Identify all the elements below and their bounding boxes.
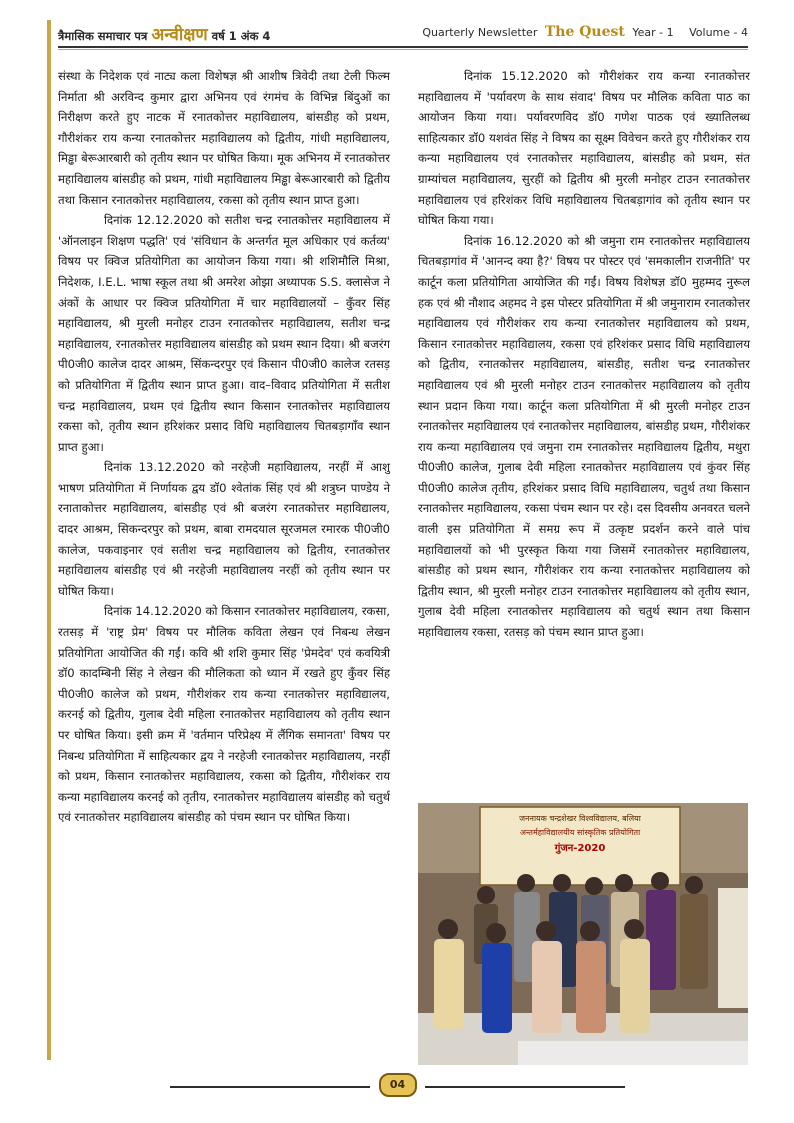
group-photo-illustration (418, 803, 748, 1065)
paragraph: दिनांक 12.12.2020 को सतीश चन्द्र रनातकोत्तर महाविद्यालय में 'ऑनलाइन शिक्षण पद्धति' एवं 'संविधान के अन्तर्गत मूल अधिकार एवं कर्तव्य' विषय पर क्विज प्रतियोगिता का आयोजन किया गया। श्री शशिमौलि मिश्रा, निदेशक, I.E.L. भाषा स्कूल तथा श्री अमरेश ओझा अध्यापक S.S. क्लासेज ने अंकों के आधार पर क्विज प्रतियोगिता में चार महाविद्यालयों – कुँवर सिंह महाविद्यालय, श्री मुरली मनोहर टाउन रनातकोत्तर महाविद्यालय, सतीश चन्द्र महाविद्यालय, रनातकोत्तर महाविद्यालय बांसडीह को प्रथम स्थान दिया। श्री बजरंग पी0जी0 कालेज दादर आश्रम, सिंकन्दरपुर एवं किसान पी0जी0 कालेज रतसड़ को प्रतियोगिता में द्वितीय स्थान प्राप्त हुआ। वाद–विवाद प्रतियोगिता में सतीश चन्द्र महाविद्यालय, प्रथम एवं द्वितीय स्थान किसान रनातकोत्तर महाविद्यालय रकसा को, तृतीय स्थान हरिशंकर प्रसाद विधि महाविद्यालय चितबड़ागाँव स्थान प्राप्त हुआ। (58, 213, 390, 454)
footer-rule-right (425, 1086, 625, 1088)
header-hindi-label: त्रैमासिक समाचार पत्र (58, 29, 148, 43)
header-english-label: Quarterly Newsletter (422, 26, 538, 39)
header-year: Year - 1 (632, 26, 674, 39)
paragraph: दिनांक 15.12.2020 को गौरीशंकर राय कन्या रनातकोत्तर महाविद्यालय में 'पर्यावरण के साथ संवाद' विषय पर मौलिक कविता पाठ का आयोजन किया गया। पर्यावरणविद डॉ0 गणेश पाठक एवं ख्यातिलब्ध साहित्यकार डॉ0 यशवंत सिंह ने विषय का सूक्ष्म विवेचन करते हुए गौरीशंकर राय कन्या महाविद्यालय एवं रनातकोत्तर महाविद्यालय, बांसडीह को प्रथम, संत ग्राम्यांचल महाविद्यालय, सुरहीं को द्वितीय श्री मुरली मनोहर टाउन रनातकोत्तर महाविद्यालय एवं हरिशंकर विधि महाविद्यालय चितबड़ागांव को तृतीय स्थान पर घोषित किया गया। (418, 69, 750, 228)
page-footer (170, 1078, 625, 1092)
left-column (58, 66, 390, 1056)
header-rule-accent (58, 49, 748, 50)
paragraph: संस्था के निदेशक एवं नाट्य कला विशेषज्ञ श्री आशीष त्रिवेदी तथा टेली फिल्म निर्माता श्री अरविन्द कुमार द्वारा अभिनय एवं रंगमंच के विभिन्न बिंदुओं का निरीक्षण करते हुए नाटक में रनातकोत्तर महाविद्यालय, बांसडीह को प्रथम, गौरीशंकर राय कन्या रनातकोत्तर महाविद्यालय को द्वितीय, गांधी महाविद्यालय, मिड्ढा बेरूआरबारी को तृतीय स्थान पर घोषित किया। मूक अभिनय में रनातकोत्तर महाविद्यालय बांसडीह को प्रथम, गांधी महाविद्यालय मिड्ढा बेरूआरबारी को द्वितीय तथा किसान रनातकोत्तर महाविद्यालय, रकसा को तृतीय स्थान प्राप्त हुआ। (58, 69, 390, 207)
left-margin-rule (47, 20, 51, 1060)
paragraph: दिनांक 16.12.2020 को श्री जमुना राम रनातकोत्तर महाविद्यालय चितबड़ागांव में 'आनन्द क्या है?' विषय पर पोस्टर एवं 'समकालीन राजनीति' पर कार्टून कला प्रतियोगिता आयोजित की गईं। विषय विशेषज्ञ डॉ0 मुहम्मद नुरूल हक एवं श्री नौशाद अहमद ने इस पोस्टर प्रतियोगिता में श्री जमुनाराम रनातकोत्तर महाविद्यालय एवं गौरीशंकर राय कन्या रनातकोत्तर महाविद्यालय को प्रथम, किसान रनातकोत्तर महाविद्यालय, रकसा एवं हरिशंकर प्रसाद विधि महाविद्यालय को द्वितीय, रनातकोत्तर महाविद्यालय, बांसडीह, सतीश चन्द्र रनातकोत्तर महाविद्यालय एवं श्री मुरली मनोहर टाउन रनातकोत्तर महाविद्यालय को तृतीय स्थान प्रदान किया गया। कार्टून कला प्रतियोगिता में श्री मुरली मनोहर टाउन रनातकोत्तर महाविद्यालय एवं रनातकोत्तर महाविद्यालय, बांसडीह प्रथम, गौरीशंकर राय कन्या महाविद्यालय एवं जमुना राम रनातकोत्तर महाविद्यालय द्वितीय, मथुरा पी0जी0 कालेज, गुलाब देवी महिला रनातकोत्तर महाविद्यालय एवं कुंवर सिंह पी0जी0 कालेज तृतीय, हरिशंकर प्रसाद विधि महाविद्यालय, चतुर्थ तथा किसान रनातकोत्तर महाविद्यालय, रकसा पंचम स्थान पर रहे। दस दिवसीय अनवरत चलने वाली इस प्रतियोगिता में समग्र रूप में उत्कृष्ट प्रदर्शन करने वाले पांच महाविद्यालयों को भी पुरस्कृत किया गया जिसमें रनातकोत्तर महाविद्यालय, बांसडीह को प्रथम स्थान, गौरीशंकर राय कन्या रनातकोत्तर महाविद्यालय को द्वितीय स्थान, श्री मुरली मनोहर टाउन रनातकोत्तर महाविद्यालय को तृतीय स्थान, गुलाब देवी महिला रनातकोत्तर महाविद्यालय को चतुर्थ स्थान तथा किसान महाविद्यालय रकसा, रतसड़ को पंचम स्थान प्राप्त हुआ। (418, 233, 750, 640)
newsletter-header (58, 16, 748, 46)
paragraph: दिनांक 14.12.2020 को किसान रनातकोत्तर महाविद्यालय, रकसा, रतसड़ में 'राष्ट्र प्रेम' विषय पर मौलिक कविता लेखन एवं निबन्ध लेखन प्रतियोगिता आयोजित की गईं। कवि श्री शशि कुमार सिंह 'प्रेमदेव' एवं कवयित्री डॉ0 कादम्बिनी सिंह ने लेखन की मौलिकता को ध्यान में रखते हुए कुँवर सिंह पी0जी0 कालेज को प्रथम, गौरीशंकर राय कन्या रनातकोत्तर महाविद्यालय, करनई को द्वितीय, गुलाब देवी महिला रनातकोत्तर महाविद्यालय को तृतीय स्थान पर घोषित किया। इसी क्रम में 'वर्तमान परिप्रेक्ष्य में लैंगिक समानता' विषय पर निबन्ध प्रतियोगिता में साहित्यकार द्वय ने नरहेजी रनातकोत्तर महाविद्यालय, नरहीं को प्रथम, किसान रनातकोत्तर महाविद्यालय, रकसा को द्वितीय, गौरीशंकर राय कन्या महाविद्यालय करनई को तृतीय, रनातकोत्तर महाविद्यालय बांसडीह को चतुर्थ एवं रनातकोत्तर महाविद्यालय बांसडीह को पंचम स्थान पर घोषित किया। (58, 604, 390, 825)
paragraph: दिनांक 13.12.2020 को नरहेजी महाविद्यालय, नरहीं में आशु भाषण प्रतियोगिता में निर्णायक द्वय डॉ0 श्वेतांक सिंह एवं श्री शत्रुघ्न पाण्डेय ने रनाताकोत्तर महाविद्यालय, बांसडीह एवं श्री बजरंग रनातकोत्तर महाविद्यालय, दादर आश्रम, सिकन्दरपुर को प्रथम, बाबा रामदयाल सूरजमल रमारक पी0जी0 कालेज, पकवाइनार एवं सतीश चन्द्र महाविद्यालय को द्वितीय, रनातकोत्तर महाविद्यालय बांसडीह एवं श्री नरहेजी महाविद्यालय नरहीं को तृतीय स्थान पर घोषित किया। (58, 460, 390, 598)
header-english-brand: The Quest (544, 24, 625, 40)
header-volume: Volume - 4 (689, 26, 748, 39)
right-column (418, 66, 750, 786)
banner-line-1: जननायक चन्द्रशेखर विश्वविद्यालय, बलिया (519, 814, 641, 823)
header-rule (58, 46, 748, 48)
footer-rule-left (170, 1086, 370, 1088)
event-group-photo (418, 803, 748, 1065)
header-hindi-brand: अन्वीक्षण (151, 25, 208, 45)
banner-line-2: अन्तर्महाविद्यालयीय सांस्कृतिक प्रतियोगिता (519, 828, 641, 837)
header-hindi (58, 22, 270, 45)
page-number: 04 (379, 1073, 417, 1097)
header-english (422, 24, 748, 40)
banner-line-3: गुंजन-2020 (554, 843, 606, 854)
header-hindi-issue: वर्ष 1 अंक 4 (211, 29, 271, 43)
